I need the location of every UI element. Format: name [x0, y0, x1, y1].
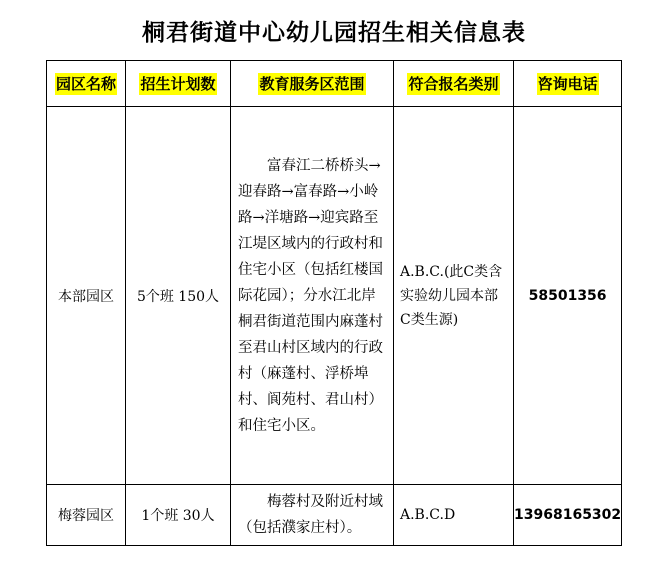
header-cell — [514, 61, 622, 107]
header-cell — [126, 61, 231, 107]
enrollment-plan-cell: 1个班 30人 — [126, 485, 231, 546]
phone-cell: 58501356 — [514, 107, 622, 485]
service-area-cell: 梅蓉村及附近村域（包括濮家庄村）。 — [231, 485, 394, 546]
phone-cell: 13968165302 — [514, 485, 622, 546]
table-row — [47, 485, 622, 546]
header-cell — [47, 61, 126, 107]
enrollment-plan-cell: 5个班 150人 — [126, 107, 231, 485]
header-cell — [231, 61, 394, 107]
header-enrollment-plan: 招生计划数 — [140, 75, 216, 93]
campus-name-cell: 梅蓉园区 — [47, 485, 126, 546]
eligible-category-cell: A.B.C.(此C类含实验幼儿园本部C类生源) — [394, 107, 514, 485]
table-header-row — [47, 61, 622, 107]
header-eligible-category: 符合报名类别 — [408, 75, 499, 93]
eligible-category-cell: A.B.C.D — [394, 485, 514, 546]
table-row — [47, 107, 622, 485]
header-cell — [394, 61, 514, 107]
enrollment-info-table — [46, 60, 622, 546]
campus-name-cell: 本部园区 — [47, 107, 126, 485]
header-service-area: 教育服务区范围 — [259, 75, 365, 93]
header-phone: 咨询电话 — [537, 75, 598, 93]
page-title: 桐君街道中心幼儿园招生相关信息表 — [142, 19, 526, 46]
service-area-cell: 富春江二桥桥头→迎春路→富春路→小岭路→洋塘路→迎宾路至江堤区域内的行政村和住宅小区（包括红楼国际花园）；分水江北岸桐君街道范围内麻蓬村至君山村区域内的行政村（麻蓬村、浮桥埠村、阆苑村、君山村）和住宅小区。 — [231, 107, 394, 485]
header-campus-name: 园区名称 — [55, 75, 116, 93]
